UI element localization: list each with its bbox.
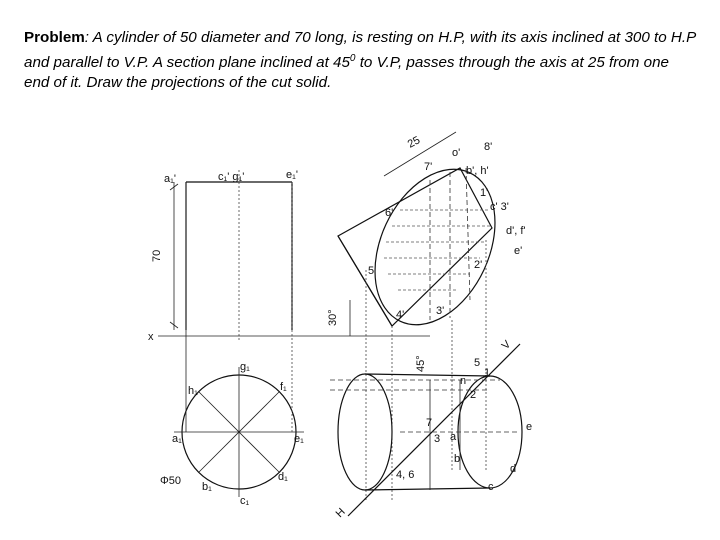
- label-h1: h₁: [188, 385, 198, 397]
- label-a-plan: a: [450, 431, 457, 443]
- label-b-plan: b: [454, 453, 461, 465]
- label-n-plan: n: [460, 375, 467, 387]
- label-3-prime: 3': [436, 305, 445, 317]
- label-4-6-plan: 4, 6: [396, 469, 415, 481]
- label-6-prime: 6': [385, 207, 394, 219]
- label-c1: c₁: [240, 495, 250, 507]
- label-phi50: Φ50: [160, 475, 182, 487]
- label-c-plan: c: [488, 481, 494, 493]
- label-a1: a₁: [172, 433, 182, 445]
- label-e-prime: e': [514, 245, 523, 257]
- label-4-prime: 4': [396, 309, 405, 321]
- label-3-plan: 3: [434, 433, 441, 445]
- label-e1-prime: e₁': [286, 169, 298, 181]
- label-30: 30°: [327, 309, 339, 326]
- label-f1: f₁: [280, 381, 287, 393]
- label-45: 45°: [415, 355, 427, 372]
- tilted-cylinder-elevation: [338, 132, 519, 500]
- label-d-plan: d: [510, 463, 517, 475]
- label-e-plan: e: [526, 421, 533, 433]
- label-5-plan: 5: [474, 357, 481, 369]
- label-1-prime: 1': [480, 187, 489, 199]
- label-d-f: d', f': [506, 225, 526, 237]
- label-g1: g₁: [240, 361, 250, 373]
- label-b1: b₁: [202, 481, 212, 493]
- label-b-h: b', h': [466, 165, 489, 177]
- label-5: 5: [368, 265, 375, 277]
- label-1-plan: 1: [484, 367, 491, 379]
- label-2-plan: 2: [470, 389, 477, 401]
- label-a1-prime: a₁': [164, 173, 176, 185]
- label-2-prime: 2': [474, 259, 483, 271]
- problem-text-2: to V.P, passes through the axis at 25 from one end of it. Draw the projections of the cut solid.: [24, 53, 669, 92]
- label-d1: d₁: [278, 471, 288, 483]
- label-H: H: [333, 506, 348, 521]
- label-V: V: [499, 338, 514, 353]
- dim-70: 70: [151, 249, 163, 262]
- problem-text-1: : A cylinder of 50 diameter and 70 long, is resting on H.P, with its axis inclined at 300 to H.P and parallel to V.P. A section plane inclined at 45: [24, 29, 696, 71]
- label-o-prime: o': [452, 147, 461, 159]
- label-7-prime: 7': [424, 161, 433, 173]
- label-c1-g1: c₁' g₁': [218, 171, 245, 183]
- label-8-prime: 8': [484, 141, 493, 153]
- problem-lead: Problem: [24, 29, 85, 46]
- x-label: x: [148, 331, 154, 343]
- problem-superscript: 0: [349, 52, 356, 64]
- label-7-plan: 7: [426, 417, 433, 429]
- label-e1: e₁: [294, 433, 304, 445]
- dim-25: 25: [405, 134, 423, 151]
- elevation-vertical-cylinder: [151, 170, 292, 340]
- label-c-3: c' 3': [490, 201, 509, 213]
